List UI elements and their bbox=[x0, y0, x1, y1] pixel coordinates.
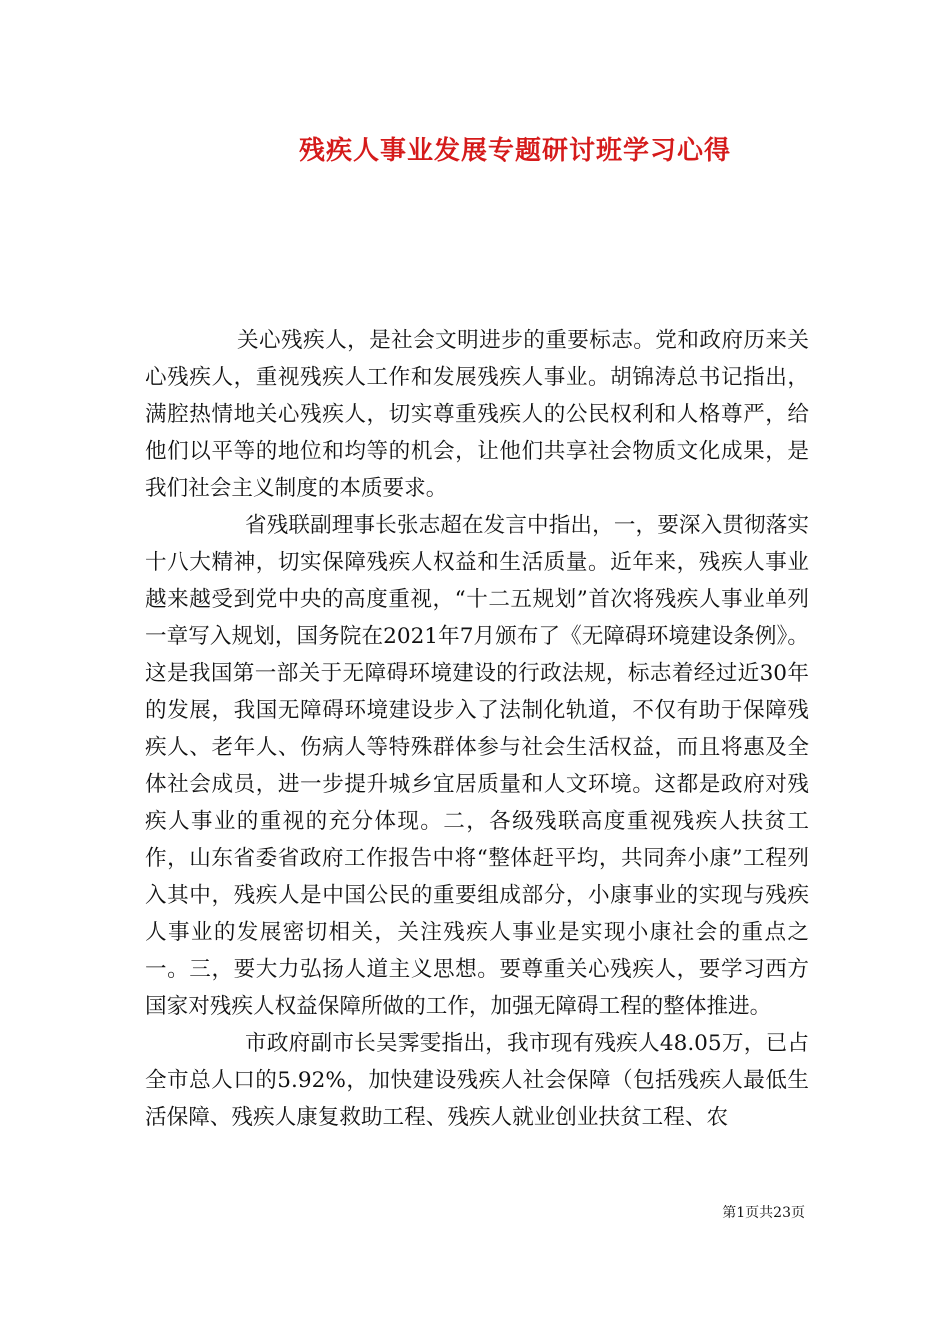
document-body bbox=[145, 322, 809, 1136]
document-title: 残疾人事业发展专题研讨班学习心得 bbox=[298, 136, 731, 166]
paragraph: 省残联副理事长张志超在发言中指出，一，要深入贯彻落实十八大精神，切实保障残疾人权益和生活质量。近年来，残疾人事业越来越受到党中央的高度重视，“十二五规划”首次将残疾人事业单列一章写入规划，国务院在2021年7月颁布了《无障碍环境建设条例》。这是我国第一部关于无障碍环境建设的行政法规，标志着经过近30年的发展，我国无障碍环境建设步入了法制化轨道，不仅有助于保障残疾人、老年人、伤病人等特殊群体参与社会生活权益，而且将惠及全体社会成员，进一步提升城乡宜居质量和人文环境。这都是政府对残疾人事业的重视的充分体现。二，各级残联高度重视残疾人扶贫工作，山东省委省政府工作报告中将“整体赶平均，共同奔小康”工程列入其中，残疾人是中国公民的重要组成部分，小康事业的实现与残疾人事业的发展密切相关，关注残疾人事业是实现小康社会的重点之一。三，要大力弘扬人道主义思想。要尊重关心残疾人，要学习西方国家对残疾人权益保障所做的工作，加强无障碍工程的整体推进。 bbox=[145, 513, 809, 1019]
paragraph: 关心残疾人，是社会文明进步的重要标志。党和政府历来关心残疾人，重视残疾人工作和发展残疾人事业。胡锦涛总书记指出，满腔热情地关心残疾人，切实尊重残疾人的公民权利和人格尊严，给他们以平等的地位和均等的机会，让他们共享社会物质文化成果，是我们社会主义制度的本质要求。 bbox=[145, 328, 809, 501]
paragraph: 市政府副市长吴霁雯指出，我市现有残疾人48.05万，已占全市总人口的5.92%，加快建设残疾人社会保障（包括残疾人最低生活保障、残疾人康复救助工程、残疾人就业创业扶贫工程、农 bbox=[145, 1031, 809, 1130]
page-number: 第1页共23页 bbox=[722, 1205, 805, 1221]
